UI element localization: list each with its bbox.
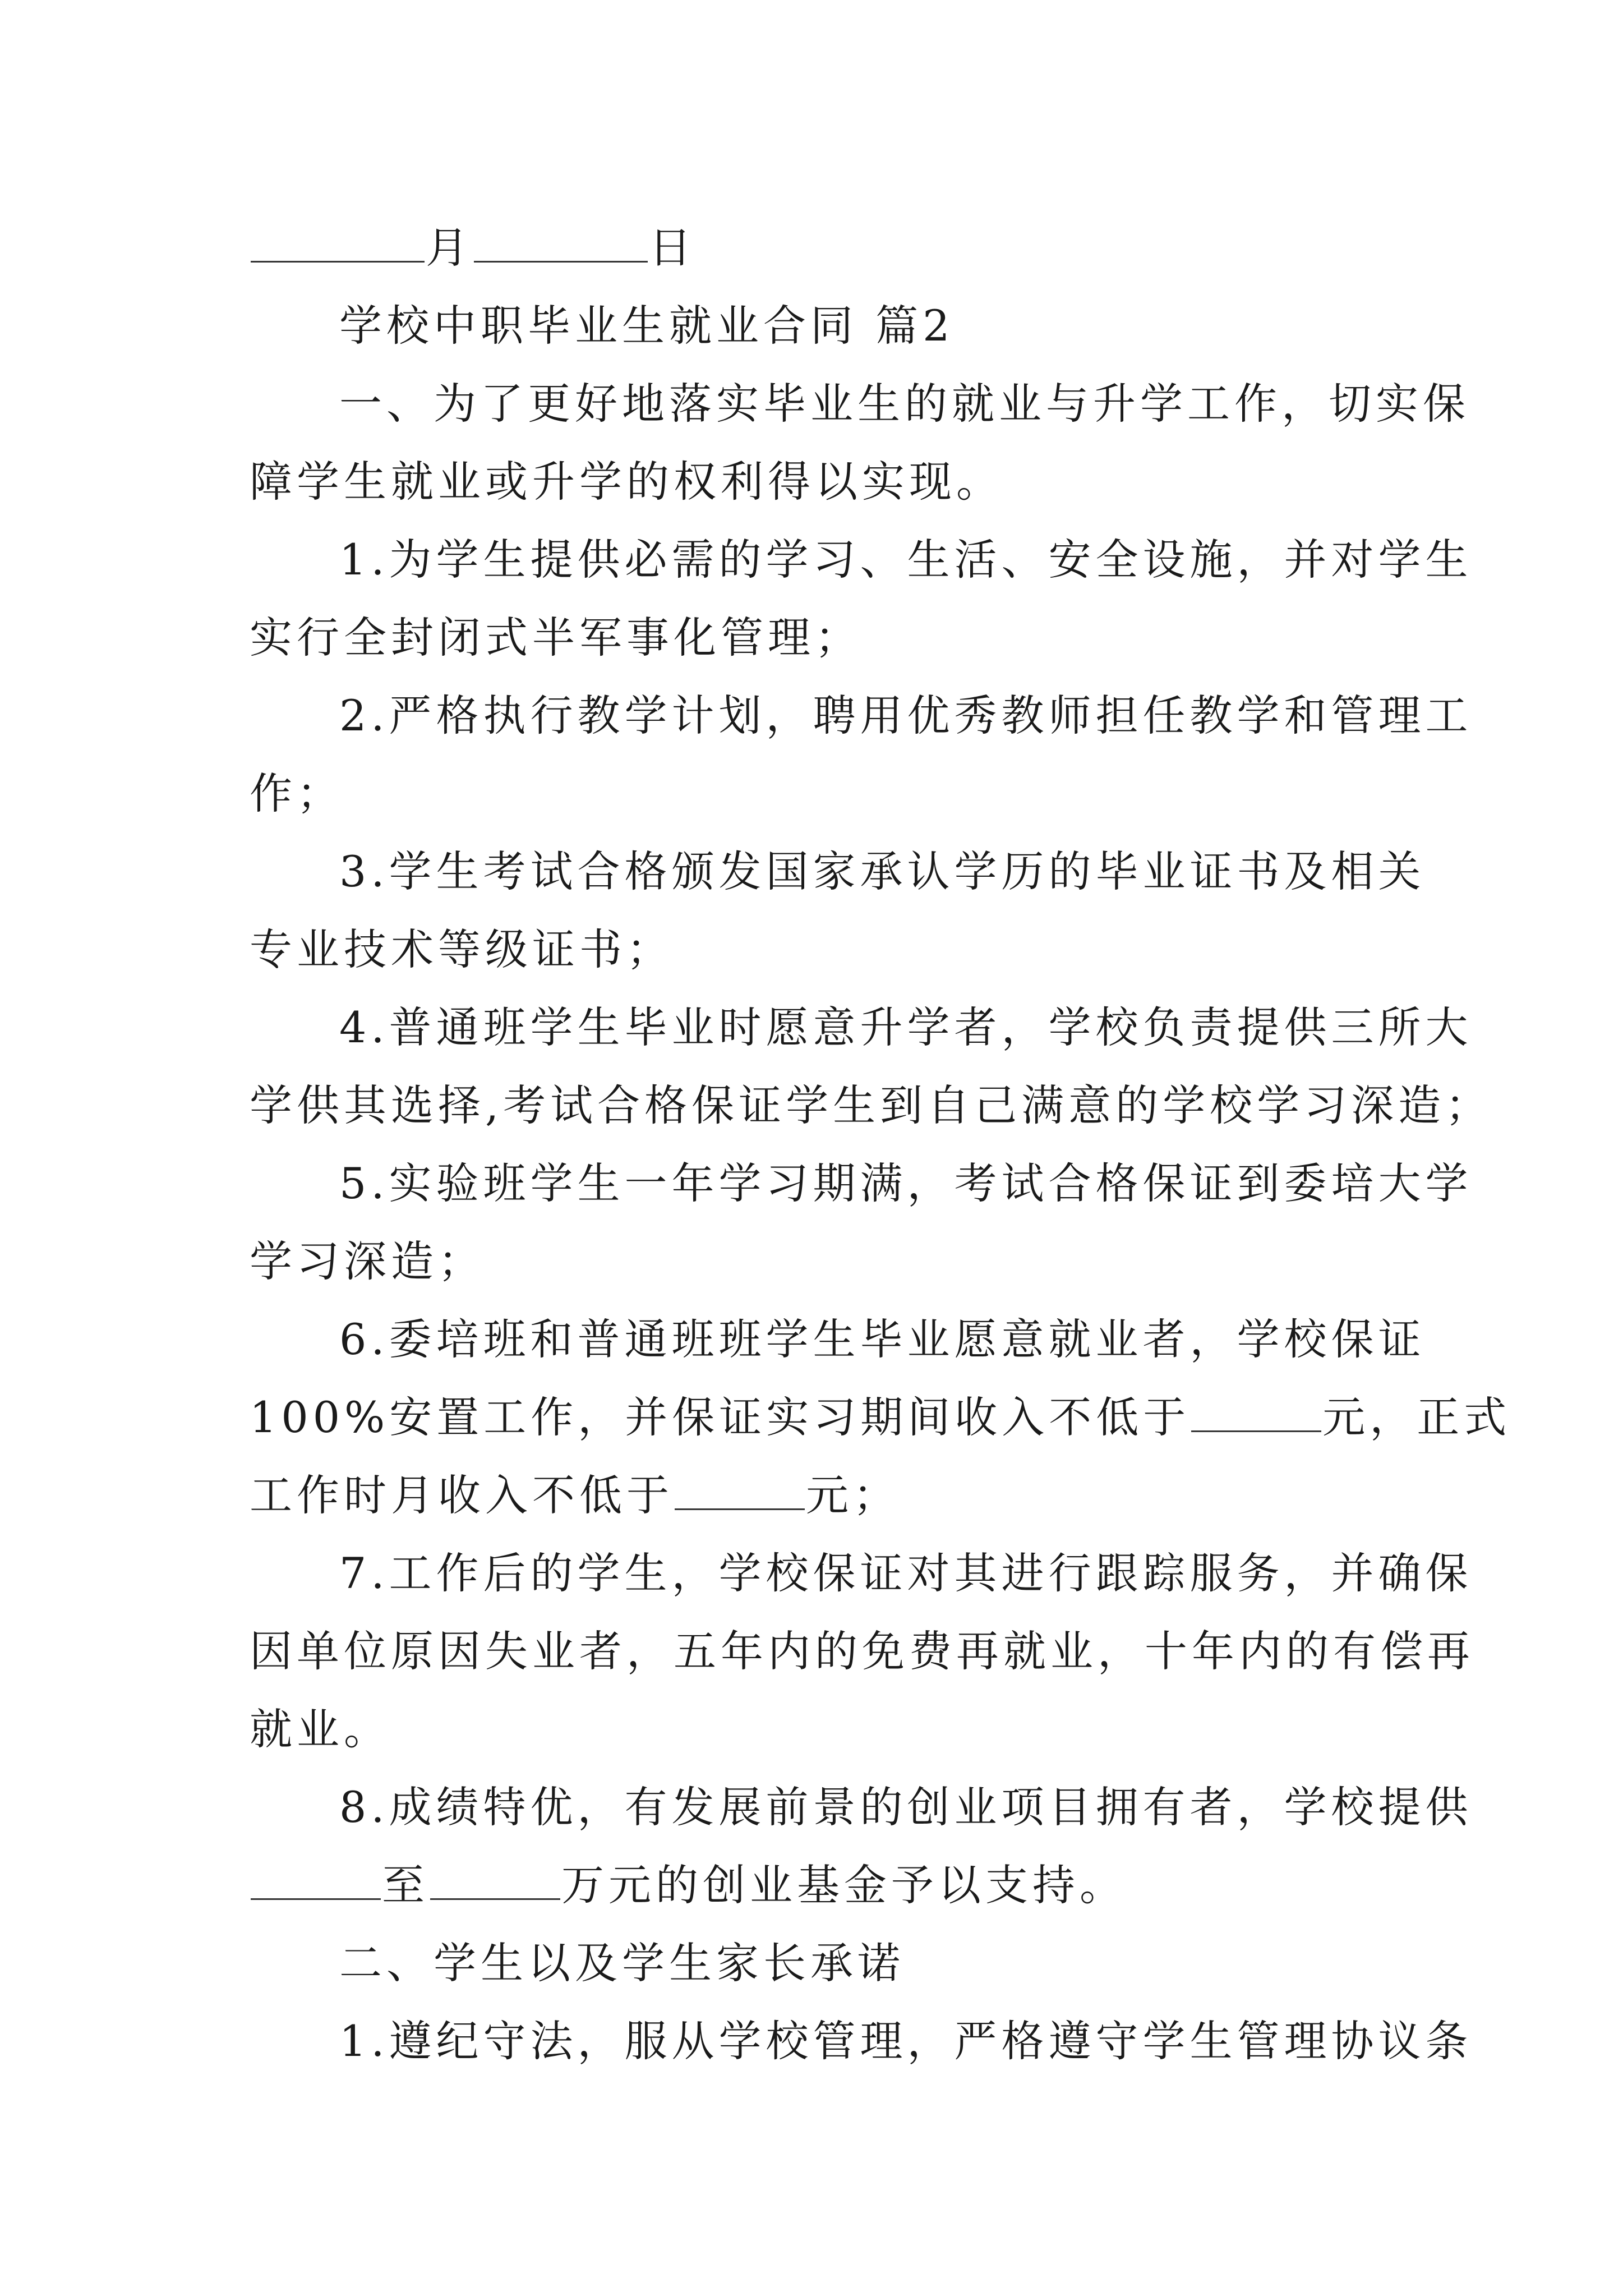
item1-line1: 1.为学生提供必需的学习、生活、安全设施，并对学生 bbox=[339, 535, 1473, 585]
item4-line1: 4.普通班学生毕业时愿意升学者，学校负责提供三所大 bbox=[339, 1002, 1473, 1052]
day-blank bbox=[474, 222, 648, 263]
item6-line3 bbox=[250, 1456, 1388, 1534]
document-page bbox=[250, 209, 1511, 2080]
item7-line1: 7.工作后的学生，学校保证对其进行跟踪服务，并确保 bbox=[339, 1548, 1473, 1598]
item8-line2-text-b: 万元的创业基金予以支持。 bbox=[561, 1860, 1127, 1910]
item6-line2-text-b: 元，正式 bbox=[1322, 1392, 1511, 1442]
item8-line2 bbox=[250, 1846, 1388, 1924]
day-label: 日 bbox=[649, 223, 696, 273]
internship-income-blank bbox=[1191, 1391, 1321, 1432]
month-label: 月 bbox=[426, 223, 473, 273]
item5-line1: 5.实验班学生一年学习期满，考试合格保证到委培大学 bbox=[339, 1158, 1473, 1208]
item5-line2: 学习深造； bbox=[250, 1236, 485, 1286]
monthly-income-blank bbox=[675, 1469, 805, 1510]
item6-line3-text-a: 工作时月收入不低于 bbox=[250, 1470, 674, 1520]
item8-line1: 8.成绩特优，有发展前景的创业项目拥有者，学校提供 bbox=[339, 1782, 1473, 1832]
section1-heading-line1: 一、为了更好地落实毕业生的就业与升学工作，切实保 bbox=[339, 379, 1470, 429]
item6-line3-text-b: 元； bbox=[806, 1470, 900, 1520]
item2-line1: 2.严格执行教学计划，聘用优秀教师担任教学和管理工 bbox=[339, 691, 1473, 740]
item3-line2: 专业技术等级证书； bbox=[250, 924, 674, 974]
item8-line2-text-a: 至 bbox=[382, 1860, 429, 1910]
section2-heading: 二、学生以及学生家长承诺 bbox=[339, 1938, 905, 1988]
date-line bbox=[250, 209, 1388, 287]
item1-line2: 实行全封闭式半军事化管理； bbox=[250, 613, 862, 662]
item6-line2 bbox=[250, 1378, 1511, 1456]
item3-line1: 3.学生考试合格颁发国家承认学历的毕业证书及相关 bbox=[339, 846, 1426, 896]
document-title: 学校中职毕业生就业合同 篇2 bbox=[339, 301, 955, 351]
item6-line2-text-a: 100%安置工作，并保证实习期间收入不低于 bbox=[250, 1392, 1191, 1442]
fund-min-blank bbox=[251, 1859, 381, 1900]
item6-line1: 6.委培班和普通班班学生毕业愿意就业者，学校保证 bbox=[339, 1314, 1426, 1364]
item4-line2: 学供其选择,考试合格保证学生到自己满意的学校学习深造； bbox=[250, 1080, 1493, 1130]
item7-line2: 因单位原因失业者，五年内的免费再就业，十年内的有偿再 bbox=[250, 1626, 1474, 1676]
section1-heading-line2: 障学生就业或升学的权利得以实现。 bbox=[250, 457, 1003, 507]
fund-max-blank bbox=[430, 1859, 560, 1900]
section2-item1-line1: 1.遵纪守法，服从学校管理，严格遵守学生管理协议条 bbox=[339, 2016, 1473, 2066]
item2-line2: 作； bbox=[250, 769, 344, 818]
month-blank bbox=[251, 222, 425, 263]
item7-line3: 就业。 bbox=[250, 1704, 391, 1754]
